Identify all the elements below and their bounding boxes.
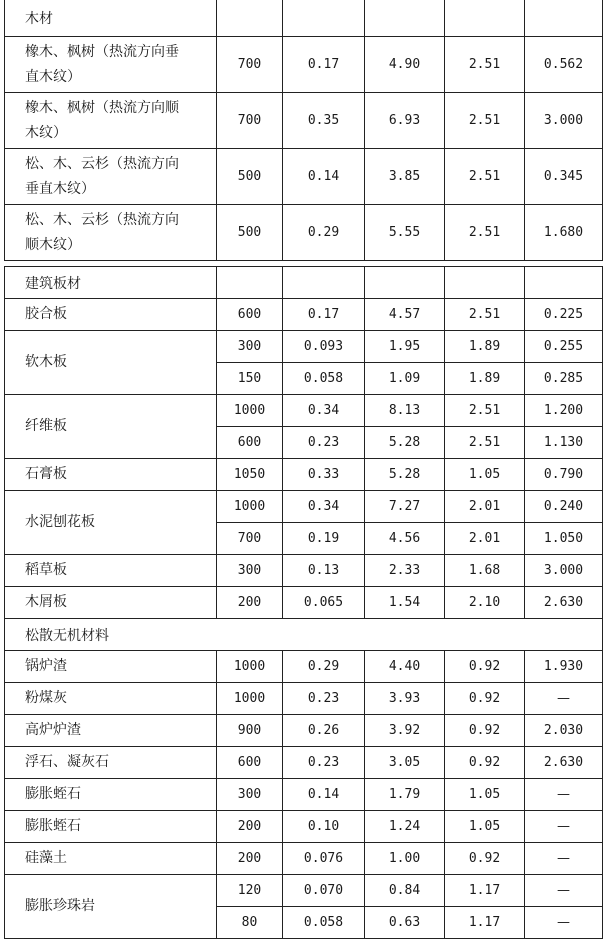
cell-density: 500 <box>217 205 283 261</box>
cell-vapor: 2.630 <box>525 587 603 619</box>
material-name: 膨胀珍珠岩 <box>5 875 217 939</box>
cell-vapor: 3.000 <box>525 555 603 587</box>
name-line: 直木纹） <box>25 68 81 85</box>
cell-storage: 0.63 <box>365 907 445 939</box>
cell-specific-heat: 2.51 <box>445 427 525 459</box>
cell-specific-heat: 1.17 <box>445 907 525 939</box>
cell-storage: 1.79 <box>365 779 445 811</box>
material-name: 纤维板 <box>5 395 217 459</box>
material-name: 石膏板 <box>5 459 217 491</box>
cell-density: 200 <box>217 587 283 619</box>
cell-conductivity: 0.14 <box>283 779 365 811</box>
cell-specific-heat: 1.17 <box>445 875 525 907</box>
cell-specific-heat: 0.92 <box>445 747 525 779</box>
cell-conductivity: 0.17 <box>283 37 365 93</box>
cell-conductivity: 0.23 <box>283 427 365 459</box>
section-title: 建筑板材 <box>5 267 217 299</box>
material-name: 硅藻土 <box>5 843 217 875</box>
cell-conductivity: 0.35 <box>283 93 365 149</box>
cell-conductivity: 0.10 <box>283 811 365 843</box>
cell-vapor: 3.000 <box>525 93 603 149</box>
name-line: 松、木、云杉（热流方向 <box>25 211 179 228</box>
cell-storage: 1.24 <box>365 811 445 843</box>
cell-vapor: 2.630 <box>525 747 603 779</box>
cell-specific-heat: 2.51 <box>445 299 525 331</box>
cell-storage: 0.84 <box>365 875 445 907</box>
cell-density: 700 <box>217 93 283 149</box>
cell-storage: 6.93 <box>365 93 445 149</box>
cell-density: 700 <box>217 523 283 555</box>
material-name: 膨胀蛭石 <box>5 779 217 811</box>
cell-specific-heat: 2.01 <box>445 491 525 523</box>
material-name: 木屑板 <box>5 587 217 619</box>
cell-conductivity: 0.19 <box>283 523 365 555</box>
cell-storage: 8.13 <box>365 395 445 427</box>
table-row <box>5 93 603 149</box>
section-row <box>5 0 603 37</box>
cell-vapor: 1.200 <box>525 395 603 427</box>
table-row <box>5 555 603 587</box>
cell-conductivity: 0.076 <box>283 843 365 875</box>
cell-conductivity: 0.13 <box>283 555 365 587</box>
cell-storage: 1.54 <box>365 587 445 619</box>
cell-vapor: 1.680 <box>525 205 603 261</box>
name-line: 顺木纹） <box>25 236 81 253</box>
cell-density: 600 <box>217 427 283 459</box>
cell-density: 700 <box>217 37 283 93</box>
cell-vapor: — <box>525 907 603 939</box>
cell-specific-heat: 1.05 <box>445 811 525 843</box>
cell-specific-heat: 0.92 <box>445 715 525 747</box>
section-row <box>5 267 603 299</box>
board-and-loose-materials-table <box>4 266 603 939</box>
cell-storage: 3.05 <box>365 747 445 779</box>
cell-vapor: 0.255 <box>525 331 603 363</box>
cell-conductivity: 0.26 <box>283 715 365 747</box>
cell-specific-heat: 2.10 <box>445 587 525 619</box>
table-row <box>5 715 603 747</box>
cell-conductivity: 0.058 <box>283 363 365 395</box>
table-row <box>5 149 603 205</box>
cell-specific-heat: 1.05 <box>445 459 525 491</box>
table-row <box>5 459 603 491</box>
cell-storage: 4.40 <box>365 651 445 683</box>
cell-specific-heat: 2.51 <box>445 149 525 205</box>
cell-density: 600 <box>217 747 283 779</box>
cell-vapor: 0.345 <box>525 149 603 205</box>
cell-density: 80 <box>217 907 283 939</box>
material-name: 高炉炉渣 <box>5 715 217 747</box>
table-row <box>5 395 603 427</box>
material-name: 水泥刨花板 <box>5 491 217 555</box>
cell-specific-heat: 2.51 <box>445 395 525 427</box>
material-name: 软木板 <box>5 331 217 395</box>
cell-vapor: — <box>525 875 603 907</box>
cell-density: 200 <box>217 843 283 875</box>
table-row <box>5 811 603 843</box>
cell-vapor: 2.030 <box>525 715 603 747</box>
table-row <box>5 875 603 907</box>
cell-vapor: — <box>525 843 603 875</box>
table-row <box>5 491 603 523</box>
cell-conductivity: 0.23 <box>283 747 365 779</box>
cell-conductivity: 0.058 <box>283 907 365 939</box>
cell-density: 500 <box>217 149 283 205</box>
cell-specific-heat: 1.89 <box>445 331 525 363</box>
cell-specific-heat: 0.92 <box>445 651 525 683</box>
cell-conductivity: 0.065 <box>283 587 365 619</box>
cell-density: 200 <box>217 811 283 843</box>
name-line: 橡木、枫树（热流方向顺 <box>25 99 179 116</box>
table-row <box>5 331 603 363</box>
cell-density: 1000 <box>217 395 283 427</box>
name-line: 木纹） <box>25 124 67 141</box>
wood-table <box>4 0 603 261</box>
name-line: 松、木、云杉（热流方向 <box>25 155 179 172</box>
cell-storage: 5.28 <box>365 427 445 459</box>
cell-specific-heat: 2.51 <box>445 93 525 149</box>
cell-storage: 3.85 <box>365 149 445 205</box>
material-name: 稻草板 <box>5 555 217 587</box>
cell-density: 120 <box>217 875 283 907</box>
cell-conductivity: 0.34 <box>283 491 365 523</box>
cell-conductivity: 0.33 <box>283 459 365 491</box>
cell-conductivity: 0.17 <box>283 299 365 331</box>
cell-specific-heat: 2.51 <box>445 37 525 93</box>
cell-storage: 1.95 <box>365 331 445 363</box>
cell-density: 1050 <box>217 459 283 491</box>
cell-storage: 2.33 <box>365 555 445 587</box>
name-line: 垂直木纹） <box>25 180 95 197</box>
cell-vapor: 0.790 <box>525 459 603 491</box>
cell-conductivity: 0.093 <box>283 331 365 363</box>
cell-storage: 5.55 <box>365 205 445 261</box>
material-name: 浮石、凝灰石 <box>5 747 217 779</box>
section-title: 木材 <box>5 0 217 37</box>
cell-density: 1000 <box>217 683 283 715</box>
cell-conductivity: 0.14 <box>283 149 365 205</box>
cell-specific-heat: 2.01 <box>445 523 525 555</box>
cell-density: 600 <box>217 299 283 331</box>
cell-specific-heat: 0.92 <box>445 683 525 715</box>
material-name: 粉煤灰 <box>5 683 217 715</box>
cell-vapor: 0.285 <box>525 363 603 395</box>
material-name <box>5 37 217 93</box>
cell-vapor: — <box>525 683 603 715</box>
cell-storage: 1.00 <box>365 843 445 875</box>
material-name: 胶合板 <box>5 299 217 331</box>
cell-conductivity: 0.23 <box>283 683 365 715</box>
cell-specific-heat: 1.68 <box>445 555 525 587</box>
material-name: 锅炉渣 <box>5 651 217 683</box>
cell-specific-heat: 1.05 <box>445 779 525 811</box>
cell-density: 1000 <box>217 491 283 523</box>
cell-storage: 7.27 <box>365 491 445 523</box>
cell-storage: 5.28 <box>365 459 445 491</box>
cell-vapor: 1.050 <box>525 523 603 555</box>
cell-specific-heat: 1.89 <box>445 363 525 395</box>
cell-storage: 4.57 <box>365 299 445 331</box>
cell-density: 300 <box>217 779 283 811</box>
cell-vapor: 0.240 <box>525 491 603 523</box>
material-name <box>5 205 217 261</box>
cell-conductivity: 0.29 <box>283 205 365 261</box>
name-line: 橡木、枫树（热流方向垂 <box>25 43 179 60</box>
cell-density: 150 <box>217 363 283 395</box>
cell-density: 300 <box>217 555 283 587</box>
cell-vapor: — <box>525 779 603 811</box>
material-name: 膨胀蛭石 <box>5 811 217 843</box>
cell-conductivity: 0.070 <box>283 875 365 907</box>
cell-storage: 3.92 <box>365 715 445 747</box>
cell-storage: 4.56 <box>365 523 445 555</box>
table-row <box>5 205 603 261</box>
table-row <box>5 651 603 683</box>
cell-vapor: 0.562 <box>525 37 603 93</box>
cell-storage: 3.93 <box>365 683 445 715</box>
table-row <box>5 587 603 619</box>
cell-specific-heat: 0.92 <box>445 843 525 875</box>
cell-vapor: 1.130 <box>525 427 603 459</box>
cell-conductivity: 0.34 <box>283 395 365 427</box>
table-row <box>5 37 603 93</box>
cell-conductivity: 0.29 <box>283 651 365 683</box>
cell-storage: 4.90 <box>365 37 445 93</box>
table-row <box>5 683 603 715</box>
cell-storage: 1.09 <box>365 363 445 395</box>
section-row <box>5 619 603 651</box>
cell-density: 1000 <box>217 651 283 683</box>
cell-specific-heat: 2.51 <box>445 205 525 261</box>
table-row <box>5 779 603 811</box>
material-name <box>5 149 217 205</box>
cell-vapor: 0.225 <box>525 299 603 331</box>
cell-vapor: 1.930 <box>525 651 603 683</box>
table-row <box>5 747 603 779</box>
table-row <box>5 843 603 875</box>
cell-density: 300 <box>217 331 283 363</box>
cell-density: 900 <box>217 715 283 747</box>
cell-vapor: — <box>525 811 603 843</box>
section-title: 松散无机材料 <box>5 619 603 651</box>
table-row <box>5 299 603 331</box>
material-name <box>5 93 217 149</box>
